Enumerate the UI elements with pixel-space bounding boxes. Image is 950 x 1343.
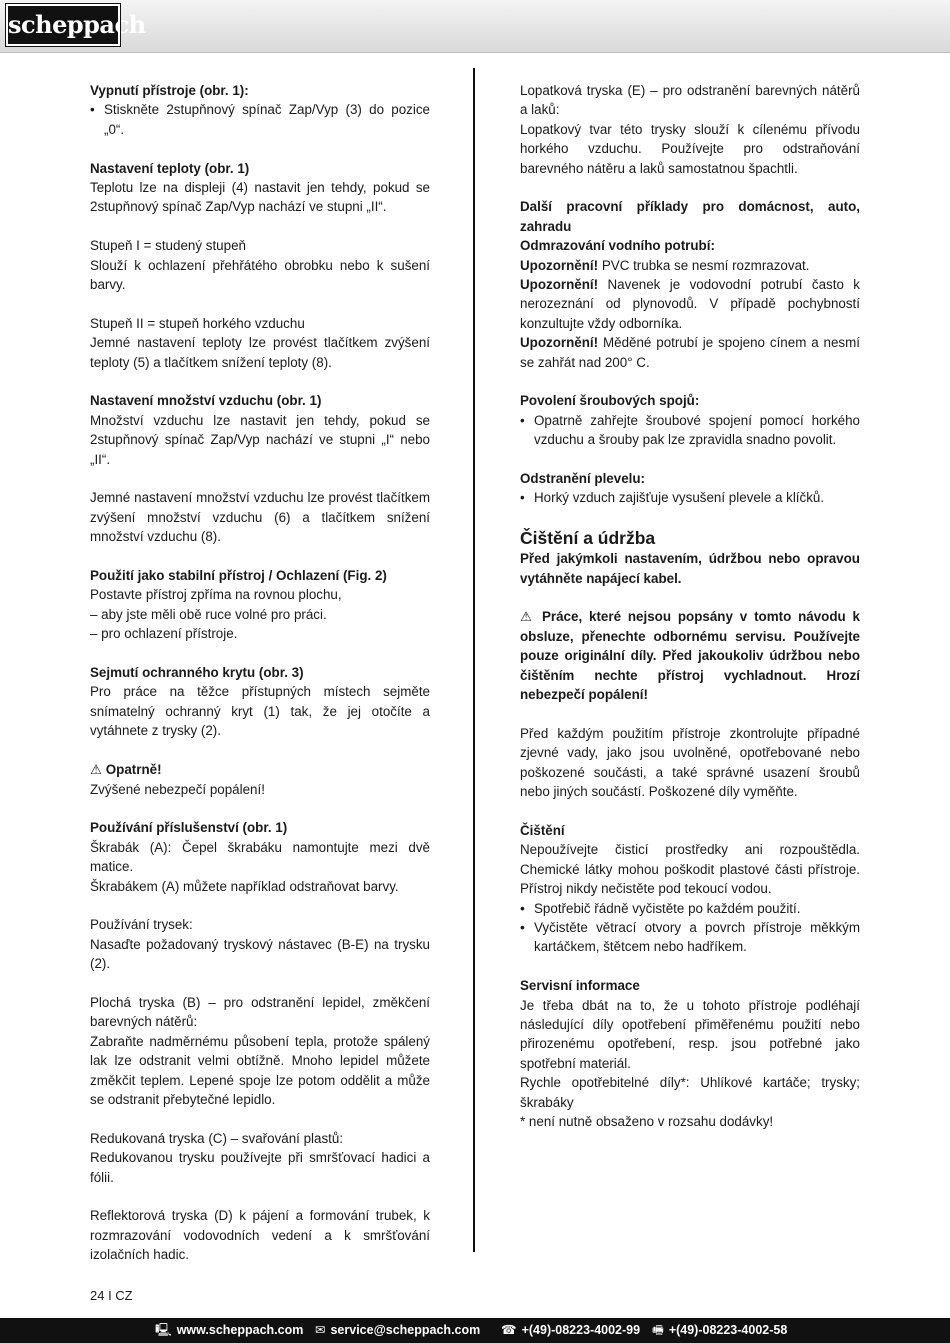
paragraph: Reflektorová tryska (D) k pájení a formování trubek, k rozmrazování vodovodních vedení a k smršťování izolačních hadic. [90, 1208, 430, 1263]
mail-icon: ✉ [315, 1323, 326, 1337]
paragraph: Plochá tryska (B) – pro odstranění lepidel, změkčení barevných nátěrů: [90, 994, 430, 1030]
paragraph: Stupeň I = studený stupeň [90, 238, 246, 254]
section-heading: ⚠ Opatrně! [90, 762, 162, 778]
bullet-icon: • [520, 490, 525, 506]
paragraph: Redukovaná tryska (C) – svařování plastů: [90, 1130, 344, 1146]
paragraph: Redukovanou trysku používejte při smršťovací hadici a fólii. [90, 1150, 430, 1185]
section-heading: Odstranění plevelu: [520, 471, 646, 487]
warning-label: Upozornění! [520, 277, 599, 293]
paragraph: Postavte přístroj zpříma na rovnou plochu, [90, 587, 342, 603]
paragraph: Škrabák (A): Čepel škrabáku namontujte mezi dvě matice. [90, 839, 430, 875]
column-divider [473, 68, 475, 1252]
paragraph: * není nutně obsaženo v rozsahu dodávky! [520, 1114, 774, 1129]
section-heading: Servisní informace [520, 978, 640, 994]
spacer [90, 974, 430, 993]
scheppach-logo: scheppach [6, 4, 120, 46]
spacer [520, 588, 860, 607]
paragraph: – pro ochlazení přístroje. [90, 626, 238, 642]
bullet-text: Vyčistěte větrací otvory a povrch přístroje měkkým kartáčkem, štětcem nebo hadříkem. [534, 919, 860, 955]
bullet-item [90, 100, 430, 139]
footer-fax-text: +(49)-08223-4002-58 [668, 1323, 788, 1337]
paragraph: Škrabákem (A) můžete například odstraňovat barvy. [90, 878, 399, 894]
warning-text: PVC trubka se nesmí rozmrazovat. [598, 257, 810, 273]
paragraph: Před každým použitím přístroje zkontrolujte případné zjevné vady, jako jsou uvolněné, opotřebované nebo poškozené součásti, a také správné usazení šroubů nebo jiných součástí. Poškozené díly vyměňte. [520, 725, 860, 800]
phone-icon: ☎ [501, 1323, 517, 1337]
warning-paragraph [520, 275, 860, 333]
bullet-icon: • [520, 899, 525, 916]
bullet-icon: • [520, 412, 525, 428]
spacer [90, 741, 430, 760]
spacer [520, 508, 860, 527]
footer-phone-text: +(49)-08223-4002-99 [521, 1323, 641, 1337]
bullet-item [520, 411, 860, 450]
paragraph: Teplotu lze na displeji (4) nastavit jen tehdy, pokud se 2stupňnový spínač Zap/Vyp nachází ve stupni „II“. [90, 180, 430, 215]
bullet-text: Opatrně zahřejte šroubové spojení pomocí horkého vzduchu a šrouby pak lze zpravidla snadno povolit. [534, 412, 860, 448]
spacer [90, 1109, 430, 1128]
section-heading: Nastavení teploty (obr. 1) [90, 160, 250, 176]
bullet-item [520, 918, 860, 957]
section-heading: Použití jako stabilní přístroj / Ochlazení (Fig. 2) [90, 568, 387, 584]
spacer [520, 450, 860, 469]
spacer [90, 469, 430, 488]
spacer [520, 372, 860, 391]
section-heading: Odmrazování vodního potrubí: [520, 238, 715, 254]
paragraph: Nepoužívejte čisticí prostředky ani rozpouštědla. Chemické látky mohou poškodit plastové části přístroje. Přístroj nikdy nečistěte pod tekoucí vodou. [520, 842, 860, 897]
paragraph: Jemné nastavení množství vzduchu lze provést tlačítkem zvýšení množství vzduchu (6) a tlačítkem snížení množství vzduchu (8). [90, 490, 430, 545]
paragraph: Je třeba dbát na to, že u tohoto přístroje podléhají následující díly opotřebení přiměřenému použití nebo přirozenému opotřebení, resp. jsou potřebné jako spotřební materiál. [520, 997, 860, 1071]
page-footer [0, 1318, 950, 1343]
section-heading: Sejmutí ochranného krytu (obr. 3) [90, 665, 304, 681]
warning-text: Navenek je vodovodní potrubí často k nerozeznání od plynovodů. V případě pochybností konzultujte vždy odborníka. [520, 277, 860, 331]
section-heading: Další pracovní příklady pro domácnost, auto, zahradu [520, 199, 860, 234]
spacer [90, 294, 430, 313]
paragraph: Slouží k ochlazení přehřátého obrobku nebo k sušení barvy. [90, 257, 430, 293]
section-heading: Vypnutí přístroje (obr. 1): [90, 83, 249, 98]
chapter-title: Čištění a údržba [520, 528, 656, 549]
page-number: 24 I CZ [90, 1288, 133, 1303]
paragraph: Rychle opotřebitelné díly*: Uhlíkové kartáče; trysky; škrabáky [520, 1075, 860, 1110]
section-heading: ⚠ Práce, které nejsou popsány v tomto návodu k obsluze, přenechte odbornému servisu. Používejte pouze originální díly. Před jakoukoliv údržbou nebo čištěním nechte přístroj vychladnout. Hrozí nebezpečí popálení! [520, 609, 860, 703]
bullet-text: Stiskněte 2stupňnový spínač Zap/Vyp (3) do pozice „0“. [104, 102, 430, 137]
bullet-icon: • [90, 102, 95, 118]
footer-fax [652, 1318, 787, 1343]
spacer [90, 799, 430, 818]
warning-label: Upozornění! [520, 335, 599, 351]
left-column [90, 81, 430, 1265]
warning-paragraph [520, 256, 860, 275]
footer-website[interactable] [155, 1318, 303, 1343]
spacer [90, 547, 430, 566]
spacer [90, 372, 430, 391]
spacer [90, 644, 430, 663]
bullet-text: Horký vzduch zajišťuje vysušení plevele a klíčků. [534, 490, 825, 506]
warning-text: Měděné potrubí je spojeno cínem a nesmí se zahřát nad 200° C. [520, 335, 860, 370]
section-heading: Nastavení množství vzduchu (obr. 1) [90, 393, 322, 409]
right-column [520, 81, 860, 1131]
section-heading: Používání příslušenství (obr. 1) [90, 820, 288, 836]
section-heading: Čištění [520, 822, 565, 838]
bullet-text: Spotřebič řádně vyčistěte po každém použití. [534, 900, 801, 916]
paragraph: Zabraňte nadměrnému působení tepla, protože spálený lak lze odstranit velmi obtížně. Mnoho lepidel můžete změkčit teplem. Lepené spoje lze potom oddělit a může se odstranit přebytečné lepidlo. [90, 1033, 430, 1107]
section-heading: Povolení šroubových spojů: [520, 393, 700, 409]
spacer [520, 802, 860, 821]
section-heading: Před jakýmkoli nastavením, údržbou nebo opravou vytáhněte napájecí kabel. [520, 551, 860, 586]
footer-phone [501, 1318, 640, 1343]
computer-icon: 🖳 [155, 1323, 172, 1337]
paragraph: Jemné nastavení teploty lze provést tlačítkem zvýšení teploty (5) a tlačítkem snížení teploty (8). [90, 335, 430, 370]
bullet-item [520, 899, 860, 918]
footer-email-text: service@scheppach.com [330, 1323, 481, 1337]
paragraph: Množství vzduchu lze nastavit jen tehdy, pokud se 2stupňnový spínač Zap/Vyp nachází ve stupni „I“ nebo „II“. [90, 412, 430, 467]
paragraph: Zvýšené nebezpečí popálení! [90, 781, 265, 797]
paragraph: Lopatková tryska (E) – pro odstranění barevných nátěrů a laků: [520, 83, 860, 118]
page-header [0, 0, 950, 53]
spacer [90, 1187, 430, 1206]
footer-website-text: www.scheppach.com [176, 1323, 304, 1337]
footer-email[interactable] [315, 1318, 480, 1343]
warning-paragraph [520, 333, 860, 372]
spacer [520, 705, 860, 724]
paragraph: Pro práce na těžce přístupných místech sejměte snímatelný ochranný kryt (1) tak, že jej otočíte a vytáhnete z trysky (2). [90, 684, 430, 739]
bullet-icon: • [520, 918, 525, 935]
bullet-item [520, 488, 860, 507]
paragraph: Používání trysek: [90, 917, 193, 933]
spacer [90, 896, 430, 915]
paragraph: – aby jste měli obě ruce volné pro práci. [90, 606, 327, 622]
paragraph: Lopatkový tvar této trysky slouží k cílenému přívodu horkého vzduchu. Používejte pro odstraňování barevného nátěru a laků samostatnou špachtli. [520, 121, 860, 176]
paragraph: Nasaďte požadovaný tryskový nástavec (B-E) na trysku (2). [90, 936, 430, 972]
spacer [520, 957, 860, 976]
spacer [90, 139, 430, 158]
spacer [90, 217, 430, 236]
warning-label: Upozornění! [520, 257, 599, 273]
fax-icon: 🖷 [652, 1323, 664, 1337]
spacer [520, 178, 860, 197]
paragraph: Stupeň II = stupeň horkého vzduchu [90, 315, 305, 331]
